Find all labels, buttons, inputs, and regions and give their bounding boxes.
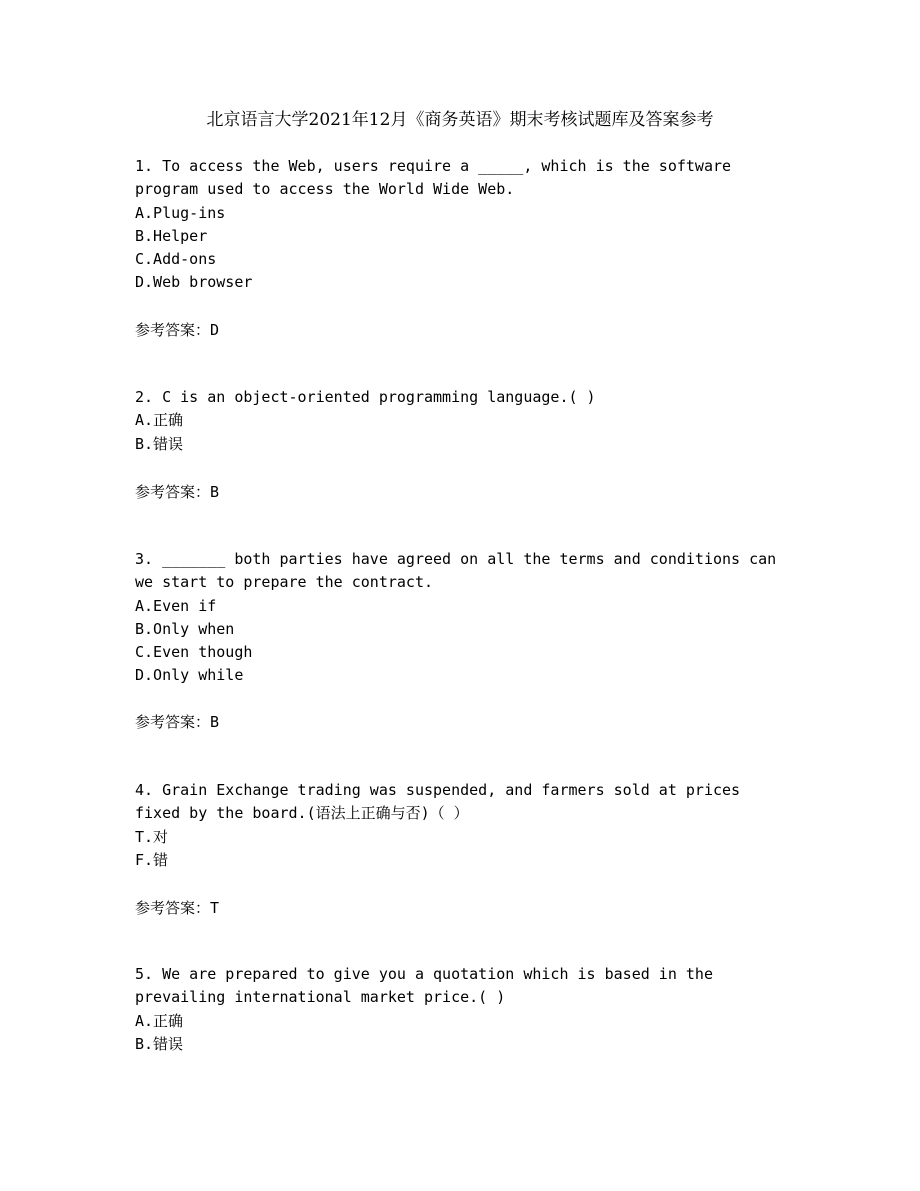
- question-4: [135, 779, 795, 872]
- option-a: A.Even if: [135, 596, 217, 615]
- question-2: [135, 386, 795, 456]
- answer-4: 参考答案：T: [135, 899, 220, 917]
- question-text-line: prevailing international market price.( ): [135, 988, 506, 1007]
- answer-2: 参考答案：B: [135, 483, 220, 501]
- option-c: C.Add-ons: [135, 250, 217, 269]
- option-a: A.正确: [135, 411, 184, 430]
- option-b: B.Helper: [135, 226, 208, 245]
- question-text-line: program used to access the World Wide Web.: [135, 180, 515, 199]
- option-t: T.对: [135, 827, 169, 846]
- question-text-line: 4. Grain Exchange trading was suspended, and farmers sold at prices: [135, 781, 741, 799]
- question-text-line: 5. We are prepared to give you a quotation which is based in the: [135, 965, 713, 983]
- option-f: F.错: [135, 850, 169, 869]
- question-text-line: 2. C is an object-oriented programming language.( ): [135, 388, 596, 406]
- question-5: [135, 963, 795, 1056]
- answer-1: 参考答案：D: [135, 321, 220, 339]
- question-3: [135, 548, 795, 688]
- option-a: A.Plug-ins: [135, 203, 226, 222]
- question-text-line: 3. _______ both parties have agreed on all the terms and conditions can: [135, 550, 777, 568]
- question-text-line: fixed by the board.(语法上正确与否)（ ）: [135, 804, 469, 823]
- option-b: B.Only when: [135, 619, 235, 638]
- option-c: C.Even though: [135, 643, 253, 662]
- answer-3: 参考答案：B: [135, 713, 220, 731]
- option-d: D.Web browser: [135, 273, 253, 292]
- question-text-line: we start to prepare the contract.: [135, 573, 434, 592]
- option-b: B.错误: [135, 1034, 184, 1053]
- question-1: [135, 155, 795, 295]
- option-d: D.Only while: [135, 666, 244, 685]
- option-b: B.错误: [135, 434, 184, 453]
- option-a: A.正确: [135, 1011, 184, 1030]
- page-title: 北京语言大学2021年12月《商务英语》期末考核试题库及答案参考: [206, 110, 714, 130]
- question-text-line: 1. To access the Web, users require a _____, which is the software: [135, 157, 732, 175]
